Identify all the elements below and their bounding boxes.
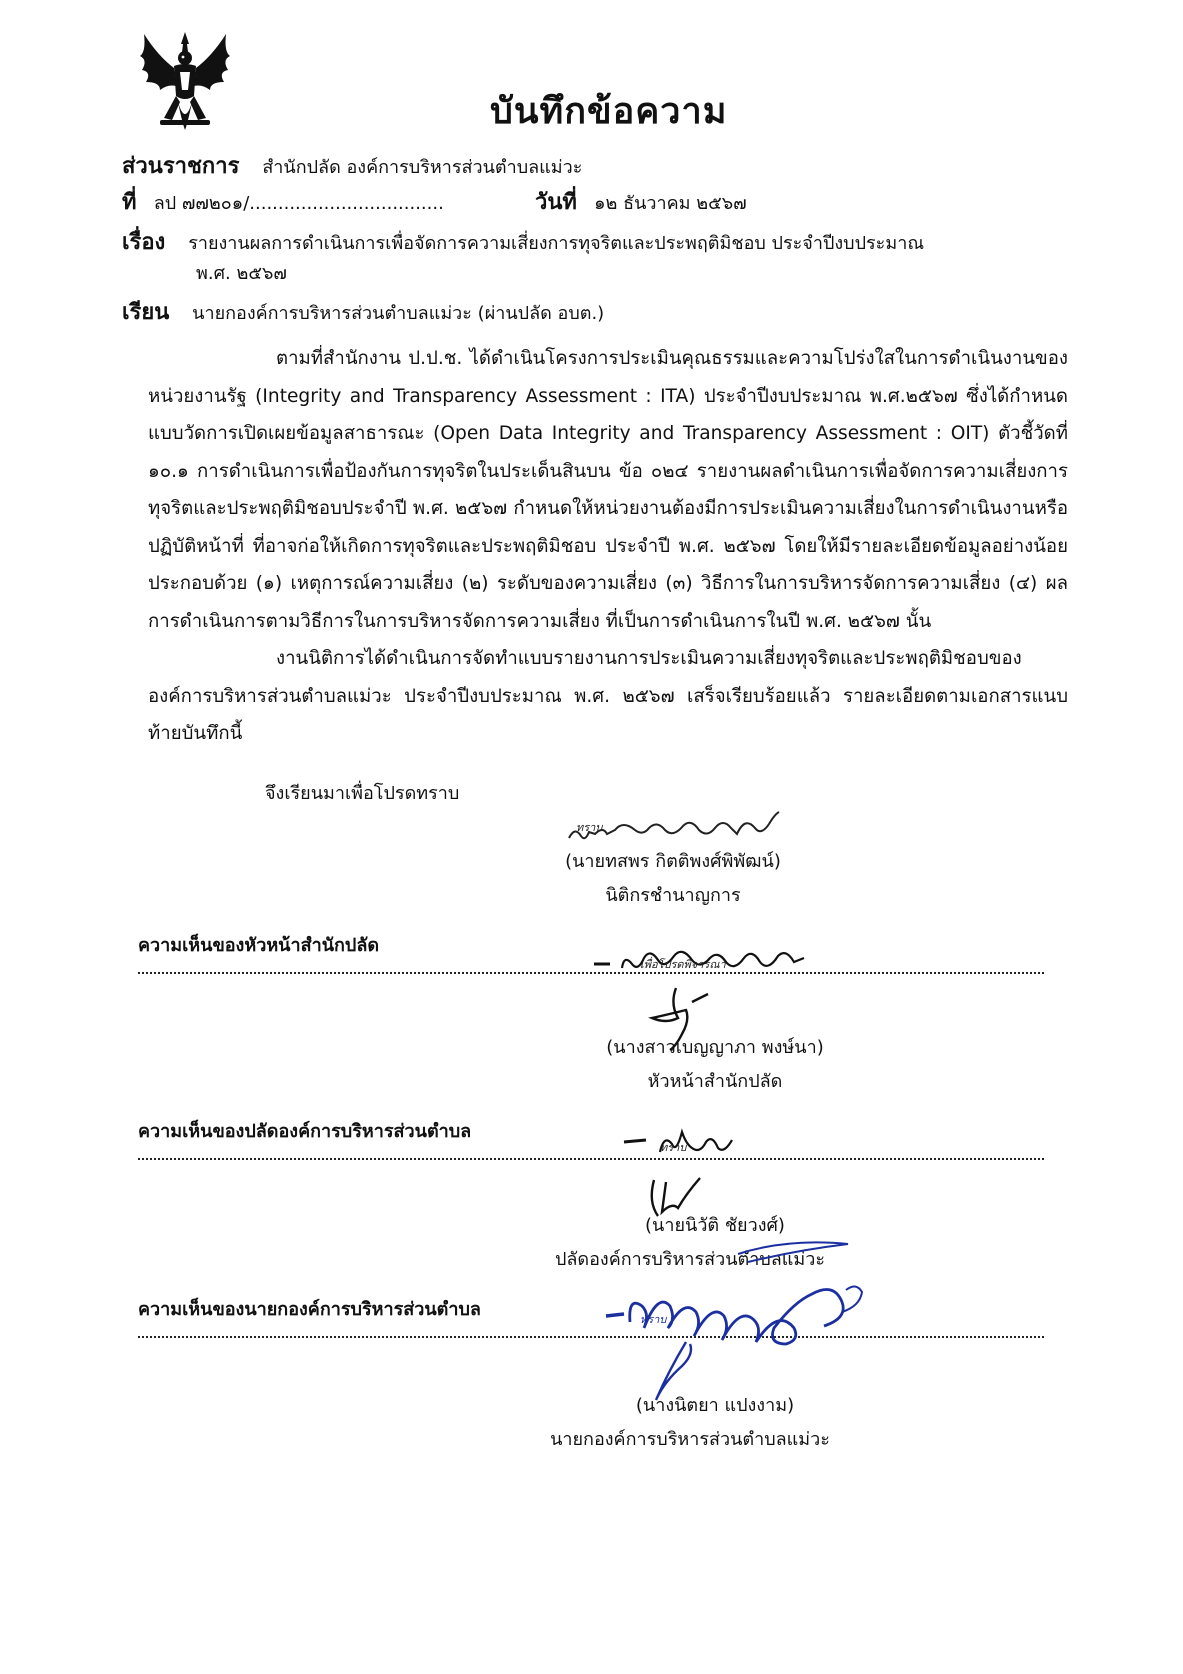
section3-position: นายกองค์การบริหารส่วนตำบลแม่วะ bbox=[550, 1429, 830, 1450]
handwritten-note-1 bbox=[588, 940, 828, 982]
to-value: นายกองค์การบริหารส่วนตำบลแม่วะ (ผ่านปลัด อบต.) bbox=[192, 303, 605, 324]
section2-comment-line bbox=[138, 1158, 1044, 1160]
memo-body bbox=[148, 340, 1068, 753]
subject-row bbox=[122, 224, 924, 259]
section1-heading: ความเห็นของหัวหน้าสำนักปลัด bbox=[138, 935, 380, 956]
section3-heading: ความเห็นของนายกองค์การบริหารส่วนตำบล bbox=[138, 1299, 481, 1320]
section3-name: (นางนิตยา แปงงาม) bbox=[635, 1395, 795, 1416]
signature-1 bbox=[565, 808, 795, 850]
svg-text:เพื่อโปรดพิจารณา: เพื่อโปรดพิจารณา bbox=[608, 976, 616, 977]
to-label: เรียน bbox=[122, 300, 170, 325]
ref-value: ลป ๗๗๒๐๑/.................................. bbox=[153, 193, 444, 214]
section2-heading: ความเห็นของปลัดองค์การบริหารส่วนตำบล bbox=[138, 1121, 472, 1142]
date-label: วันที่ bbox=[535, 190, 577, 215]
section1-name: (นางสาวเบญญาภา พงษ์นา) bbox=[606, 1037, 824, 1058]
signer1-position: นิติกรชำนาญการ bbox=[605, 885, 741, 906]
section2-name: (นายนิวัติ ชัยวงศ์) bbox=[645, 1215, 785, 1236]
agency-row bbox=[122, 148, 582, 183]
handwritten-note-text-3: ทราบ bbox=[660, 1141, 687, 1154]
garuda-emblem-icon bbox=[130, 26, 240, 136]
ref-label: ที่ bbox=[122, 190, 137, 215]
subject-value-line2: พ.ศ. ๒๕๖๗ bbox=[196, 263, 287, 284]
section1-position: หัวหน้าสำนักปลัด bbox=[647, 1071, 783, 1092]
date-value: ๑๒ ธันวาคม ๒๕๖๗ bbox=[594, 193, 747, 214]
handwritten-note-text-2: เพื่อโปรดพิจารณา bbox=[640, 958, 726, 971]
section3-comment-line bbox=[138, 1336, 1044, 1338]
body-paragraph-2: งานนิติการได้ดำเนินการจัดทำแบบรายงานการประเมินความเสี่ยงทุจริตและประพฤติมิชอบขององค์การบริหารส่วนตำบลแม่วะ ประจำปีงบประมาณ พ.ศ. ๒๕๖๗ เสร็จเรียบร้อยแล้ว รายละเอียดตามเอกสารแนบท้ายบันทึกนี้ bbox=[148, 648, 1068, 744]
subject-value-line1: รายงานผลการดำเนินการเพื่อจัดการความเสี่ยงการทุจริตและประพฤติมิชอบ ประจำปีงบประมาณ bbox=[188, 233, 925, 254]
handwritten-note-text-1: ทราบ bbox=[576, 821, 603, 834]
agency-label: ส่วนราชการ bbox=[122, 154, 240, 179]
subject-label: เรื่อง bbox=[122, 230, 166, 255]
closing-line: จึงเรียนมาเพื่อโปรดทราบ bbox=[265, 783, 460, 804]
handwritten-note-text-4: ทราบ bbox=[640, 1313, 667, 1326]
body-paragraph-1: ตามที่สำนักงาน ป.ป.ช. ได้ดำเนินโครงการประเมินคุณธรรมและความโปร่งใสในการดำเนินงานของหน่วยงานรัฐ (Integrity and Transparency Assessment : ITA) ประจำปีงบประมาณ พ.ศ.๒๕๖๗ ซึ่งได้กำหนดแบบวัดการเปิดเผยข้อมูลสาธารณะ (Open Data Integrity and Transparency Assessment : OIT) ตัวชี้วัดที่ ๑๐.๑ การดำเนินการเพื่อป้องกันการทุจริตในประเด็นสินบน ข้อ ๐๒๔ รายงานผลดำเนินการเพื่อจัดการความเสี่ยงการทุจริตและประพฤติมิชอบประจำปี พ.ศ. ๒๕๖๗ กำหนดให้หน่วยงานต้องมีการประเมินความเสี่ยงในการดำเนินงานหรือปฏิบัติหน้าที่ ที่อาจก่อให้เกิดการทุจริตและประพฤติมิชอบ ประจำปี พ.ศ. ๒๕๖๗ โดยให้มีรายละเอียดข้อมูลอย่างน้อยประกอบด้วย (๑) เหตุการณ์ความเสี่ยง (๒) ระดับของความเสี่ยง (๓) วิธีการในการบริหารจัดการความเสี่ยง (๔) ผลการดำเนินการตามวิธีการในการบริหารจัดการความเสี่ยง ที่เป็นการดำเนินการในปี พ.ศ. ๒๕๖๗ นั้น bbox=[148, 348, 1068, 632]
section1-comment-line bbox=[138, 972, 1044, 974]
signer1-name: (นายทสพร กิตติพงศ์พิพัฒน์) bbox=[565, 851, 781, 872]
date-row bbox=[535, 184, 747, 219]
section2-position: ปลัดองค์การบริหารส่วนตำบลแม่วะ bbox=[554, 1249, 826, 1270]
ref-row bbox=[122, 184, 444, 219]
memo-title: บันทึกข้อความ bbox=[490, 91, 728, 132]
agency-value: สำนักปลัด องค์การบริหารส่วนตำบลแม่วะ bbox=[262, 157, 583, 178]
to-row bbox=[122, 294, 604, 329]
